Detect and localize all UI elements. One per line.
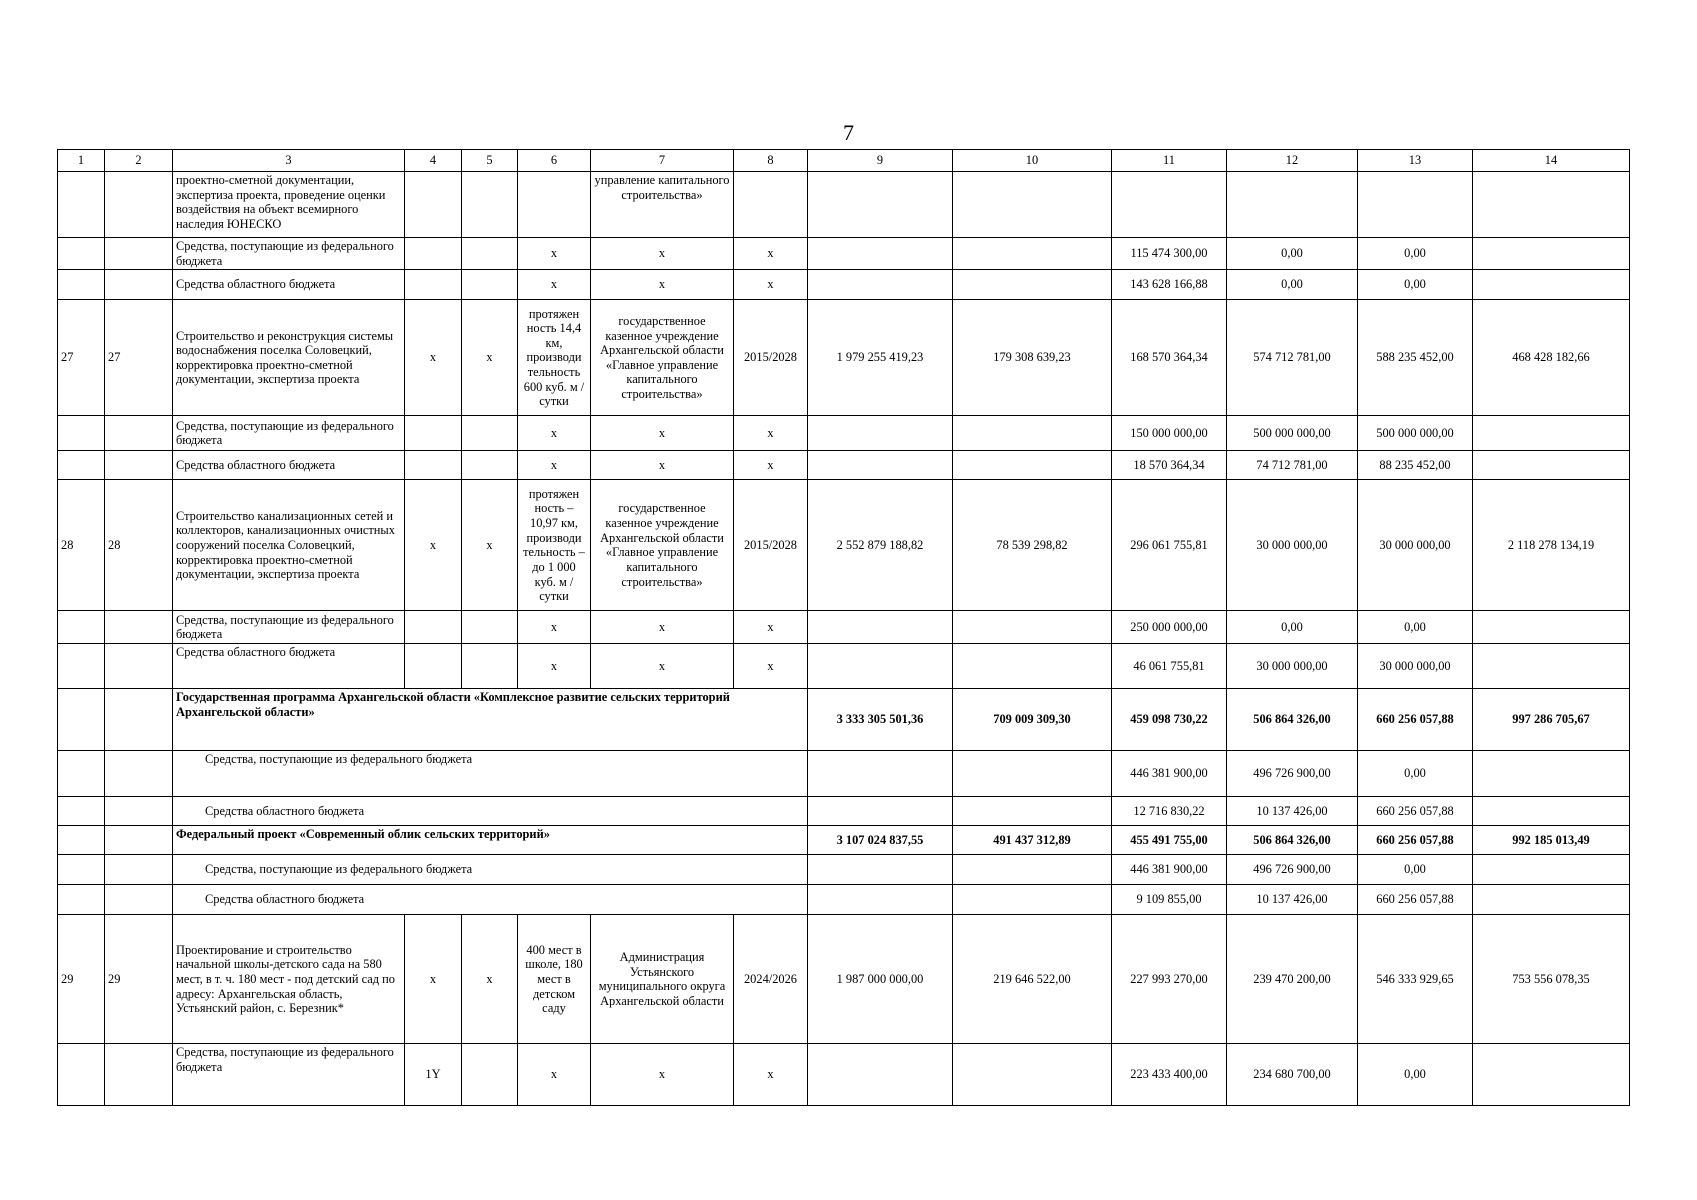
row-number: 28 <box>58 480 105 611</box>
amount: 250 000 000,00 <box>1112 611 1227 644</box>
amount: 223 433 400,00 <box>1112 1044 1227 1106</box>
amount: 74 712 781,00 <box>1227 451 1358 480</box>
amount: 500 000 000,00 <box>1358 416 1473 451</box>
cell: х <box>518 270 591 300</box>
cell: х <box>591 611 734 644</box>
cell: х <box>462 480 518 611</box>
amount: 506 864 326,00 <box>1227 826 1358 855</box>
amount: 168 570 364,34 <box>1112 300 1227 416</box>
funding-source: Средства, поступающие из федерального бюджета <box>173 416 405 451</box>
amount: 115 474 300,00 <box>1112 238 1227 270</box>
funding-source: Средства, поступающие из федерального бюджета <box>173 1044 405 1106</box>
object-name: Строительство канализационных сетей и коллекторов, канализационных очистных сооружений поселка Соловецкий, корректировка проектно-сметной документации, экспертиза проекта <box>173 480 405 611</box>
amount: 660 256 057,88 <box>1358 826 1473 855</box>
period: 2024/2026 <box>734 915 808 1044</box>
amount: 753 556 078,35 <box>1473 915 1630 1044</box>
amount: 0,00 <box>1358 1044 1473 1106</box>
row-number: 27 <box>105 300 173 416</box>
funding-source: Средства областного бюджета <box>173 270 405 300</box>
cell: х <box>405 915 462 1044</box>
executor: Администрация Устьянского муниципального округа Архангельской области <box>591 915 734 1044</box>
amount: 574 712 781,00 <box>1227 300 1358 416</box>
amount: 9 109 855,00 <box>1112 885 1227 915</box>
object-name: Строительство и реконструкция системы водоснабжения поселка Соловецкий, корректировка проектно-сметной документации, экспертиза проекта <box>173 300 405 416</box>
cell: х <box>591 1044 734 1106</box>
amount: 0,00 <box>1358 238 1473 270</box>
cell: х <box>734 451 808 480</box>
cell: х <box>591 416 734 451</box>
amount: 30 000 000,00 <box>1227 480 1358 611</box>
amount: 234 680 700,00 <box>1227 1044 1358 1106</box>
amount: 150 000 000,00 <box>1112 416 1227 451</box>
header-cell: 5 <box>462 150 518 172</box>
funding-source: Средства областного бюджета <box>173 644 405 689</box>
table-row <box>58 1044 1630 1106</box>
funding-source: Средства, поступающие из федерального бюджета <box>173 855 808 885</box>
cell: х <box>734 416 808 451</box>
amount: 30 000 000,00 <box>1358 480 1473 611</box>
amount: 496 726 900,00 <box>1227 751 1358 797</box>
capacity: протяжен ность 14,4 км, производи тельность 600 куб. м / сутки <box>518 300 591 416</box>
amount: 500 000 000,00 <box>1227 416 1358 451</box>
amount: 709 009 309,30 <box>953 689 1112 751</box>
amount: 496 726 900,00 <box>1227 855 1358 885</box>
cell: х <box>518 611 591 644</box>
object-name: Проектирование и строительство начальной школы-детского сада на 580 мест, в т. ч. 180 мест - под детский сад по адресу: Архангельская область, Устьянский район, с. Березник* <box>173 915 405 1044</box>
header-cell: 2 <box>105 150 173 172</box>
cell: х <box>518 1044 591 1106</box>
executor: управление капитального строительства» <box>591 172 734 238</box>
table-row <box>58 797 1630 826</box>
header-cell: 11 <box>1112 150 1227 172</box>
header-cell: 13 <box>1358 150 1473 172</box>
amount: 227 993 270,00 <box>1112 915 1227 1044</box>
table-row <box>58 885 1630 915</box>
amount: 0,00 <box>1358 751 1473 797</box>
amount: 12 716 830,22 <box>1112 797 1227 826</box>
amount: 992 185 013,49 <box>1473 826 1630 855</box>
funding-source: Средства областного бюджета <box>173 451 405 480</box>
cell: х <box>405 480 462 611</box>
header-row <box>58 150 1630 172</box>
cell: х <box>591 238 734 270</box>
amount: 0,00 <box>1227 270 1358 300</box>
cell: х <box>462 300 518 416</box>
header-cell: 1 <box>58 150 105 172</box>
table-row <box>58 172 1630 238</box>
row-number: 28 <box>105 480 173 611</box>
amount: 296 061 755,81 <box>1112 480 1227 611</box>
cell: х <box>462 915 518 1044</box>
amount: 30 000 000,00 <box>1227 644 1358 689</box>
cell: х <box>405 300 462 416</box>
amount: 46 061 755,81 <box>1112 644 1227 689</box>
amount: 0,00 <box>1227 611 1358 644</box>
amount: 10 137 426,00 <box>1227 885 1358 915</box>
table-row <box>58 855 1630 885</box>
header-cell: 3 <box>173 150 405 172</box>
amount: 1 987 000 000,00 <box>808 915 953 1044</box>
amount: 997 286 705,67 <box>1473 689 1630 751</box>
investment-table <box>57 149 1630 1106</box>
cell: х <box>734 1044 808 1106</box>
table-row <box>58 238 1630 270</box>
header-cell: 12 <box>1227 150 1358 172</box>
amount: 88 235 452,00 <box>1358 451 1473 480</box>
amount: 660 256 057,88 <box>1358 797 1473 826</box>
amount: 660 256 057,88 <box>1358 689 1473 751</box>
amount: 3 333 305 501,36 <box>808 689 953 751</box>
cell: х <box>734 644 808 689</box>
executor: государственное казенное учреждение Архангельской области «Главное управление капитального строительства» <box>591 300 734 416</box>
program-title: Государственная программа Архангельской области «Комплексное развитие сельских территорий Архангельской области» <box>173 689 808 751</box>
cell: х <box>734 238 808 270</box>
cell: х <box>518 416 591 451</box>
project-title: Федеральный проект «Современный облик сельских территорий» <box>173 826 808 855</box>
amount: 30 000 000,00 <box>1358 644 1473 689</box>
amount: 143 628 166,88 <box>1112 270 1227 300</box>
cell: х <box>734 611 808 644</box>
table-row <box>58 644 1630 689</box>
table-row <box>58 451 1630 480</box>
cell: 1Y <box>405 1044 462 1106</box>
period: 2015/2028 <box>734 300 808 416</box>
row-number: 29 <box>105 915 173 1044</box>
row-number: 29 <box>58 915 105 1044</box>
amount: 660 256 057,88 <box>1358 885 1473 915</box>
amount: 0,00 <box>1358 855 1473 885</box>
header-cell: 10 <box>953 150 1112 172</box>
amount: 3 107 024 837,55 <box>808 826 953 855</box>
cell: х <box>518 451 591 480</box>
executor: государственное казенное учреждение Архангельской области «Главное управление капитального строительства» <box>591 480 734 611</box>
table-row <box>58 751 1630 797</box>
header-cell: 14 <box>1473 150 1630 172</box>
cell: х <box>518 238 591 270</box>
amount: 179 308 639,23 <box>953 300 1112 416</box>
amount: 546 333 929,65 <box>1358 915 1473 1044</box>
amount: 459 098 730,22 <box>1112 689 1227 751</box>
amount: 468 428 182,66 <box>1473 300 1630 416</box>
header-cell: 4 <box>405 150 462 172</box>
capacity: 400 мест в школе, 180 мест в детском саду <box>518 915 591 1044</box>
amount: 10 137 426,00 <box>1227 797 1358 826</box>
header-cell: 9 <box>808 150 953 172</box>
header-cell: 8 <box>734 150 808 172</box>
table-row <box>58 611 1630 644</box>
cell: х <box>734 270 808 300</box>
amount: 0,00 <box>1358 611 1473 644</box>
header-cell: 6 <box>518 150 591 172</box>
amount: 2 552 879 188,82 <box>808 480 953 611</box>
object-name: проектно-сметной документации, экспертиза проекта, проведение оценки воздействия на объект всемирного наследия ЮНЕСКО <box>173 172 405 238</box>
amount: 455 491 755,00 <box>1112 826 1227 855</box>
funding-source: Средства, поступающие из федерального бюджета <box>173 238 405 270</box>
amount: 0,00 <box>1358 270 1473 300</box>
amount: 239 470 200,00 <box>1227 915 1358 1044</box>
header-cell: 7 <box>591 150 734 172</box>
table-row <box>58 270 1630 300</box>
amount: 588 235 452,00 <box>1358 300 1473 416</box>
cell: х <box>591 270 734 300</box>
table-row <box>58 300 1630 416</box>
amount: 491 437 312,89 <box>953 826 1112 855</box>
table-row <box>58 416 1630 451</box>
amount: 0,00 <box>1227 238 1358 270</box>
amount: 78 539 298,82 <box>953 480 1112 611</box>
table-row <box>58 480 1630 611</box>
amount: 506 864 326,00 <box>1227 689 1358 751</box>
funding-source: Средства областного бюджета <box>173 797 808 826</box>
amount: 446 381 900,00 <box>1112 751 1227 797</box>
cell: х <box>591 451 734 480</box>
amount: 2 118 278 134,19 <box>1473 480 1630 611</box>
cell: х <box>518 644 591 689</box>
funding-source: Средства, поступающие из федерального бюджета <box>173 611 405 644</box>
funding-source: Средства областного бюджета <box>173 885 808 915</box>
amount: 1 979 255 419,23 <box>808 300 953 416</box>
table-row <box>58 689 1630 751</box>
period: 2015/2028 <box>734 480 808 611</box>
page-number: 7 <box>843 120 854 145</box>
capacity: протяжен ность – 10,97 км, производи тельность – до 1 000 куб. м / сутки <box>518 480 591 611</box>
row-number: 27 <box>58 300 105 416</box>
table-row <box>58 826 1630 855</box>
cell: х <box>591 644 734 689</box>
amount: 18 570 364,34 <box>1112 451 1227 480</box>
funding-source: Средства, поступающие из федерального бюджета <box>173 751 808 797</box>
amount: 219 646 522,00 <box>953 915 1112 1044</box>
amount: 446 381 900,00 <box>1112 855 1227 885</box>
table-row <box>58 915 1630 1044</box>
